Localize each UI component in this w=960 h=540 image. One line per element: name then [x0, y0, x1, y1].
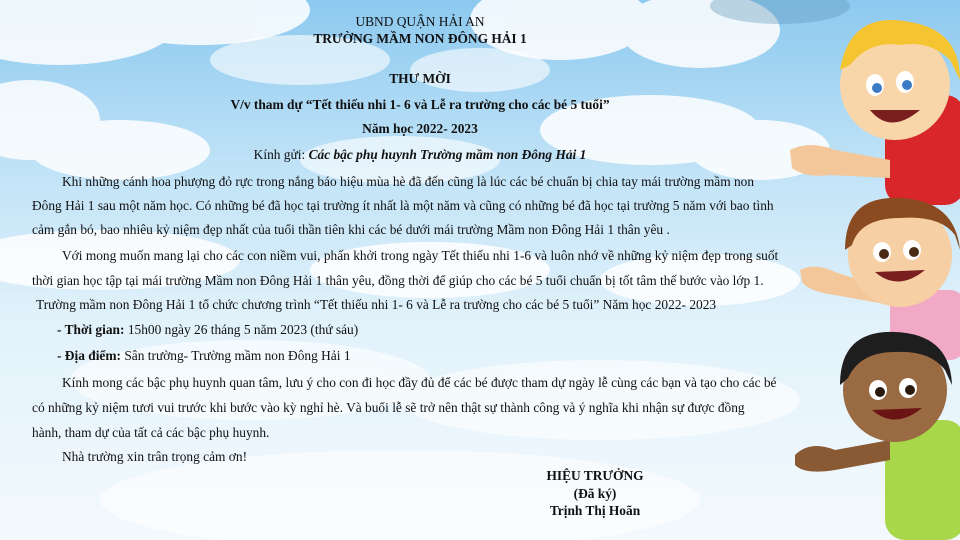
school-name: TRƯỜNG MẦM NON ĐÔNG HẢI 1 [313, 31, 527, 46]
place-value: Sân trường- Trường mầm non Đông Hải 1 [124, 348, 351, 363]
recipient-line [0, 147, 840, 163]
paragraph-1-line: cảm gắn bó, bao nhiêu kỷ niệm đẹp nhất của tuổi thần tiên khi các bé dưới mái trường Mầm non Đông Hải 1 thân yêu . [32, 222, 670, 237]
signature-title: HIỆU TRƯỞNG [546, 468, 644, 483]
time-label: - Thời gian: [57, 322, 125, 337]
recipient-label: Kính gửi: [253, 147, 306, 162]
signature-status: (Đã ký) [573, 486, 617, 501]
event-place [57, 348, 351, 364]
paragraph-3-line: hành, tham dự của tất cả các bậc phụ huynh. [32, 425, 270, 440]
agency-name: UBND QUẬN HẢI AN [355, 14, 485, 29]
signature-name: Trịnh Thị Hoãn [549, 503, 641, 518]
paragraph-1-line: Đông Hải 1 sau một năm học. Có những bé đã học tại trường ít nhất là một năm và cũng có những bé đã học tại trường 5 năm với bao tình [32, 198, 774, 213]
paragraph-3-line: có những kỷ niệm tươi vui trước khi bước vào kỳ nghỉ hè. Và buổi lễ sẽ trở nên thật sự thành công và ý nghĩa khi nhận sự được đồng [32, 400, 745, 415]
letter-subject: V/v tham dự “Tết thiếu nhi 1- 6 và Lễ ra trường cho các bé 5 tuổi” [230, 97, 610, 112]
place-label: - Địa điểm: [57, 348, 121, 363]
letter-title: THƯ MỜI [389, 71, 451, 86]
school-year: Năm học 2022- 2023 [362, 121, 478, 136]
paragraph-2-line: Trường mầm non Đông Hải 1 tổ chức chương trình “Tết thiếu nhi 1- 6 và Lễ ra trường cho các bé 5 tuổi” Năm học 2022- 2023 [36, 297, 717, 312]
paragraph-3-line: Kính mong các bậc phụ huynh quan tâm, lưu ý cho con đi học đầy đủ để các bé được tham dự ngày lễ cùng các bạn và tạo cho các bé [62, 375, 777, 390]
thanks-line: Nhà trường xin trân trọng cảm ơn! [62, 449, 248, 464]
time-value: 15h00 ngày 26 tháng 5 năm 2023 (thứ sáu) [127, 322, 359, 337]
paragraph-2-line: thời gian học tập tại mái trường Mầm non Đông Hải 1 thân yêu, đồng thời để giúp cho các bé 5 tuổi chuẩn bị tốt tâm thế bước vào lớp 1. [32, 273, 764, 288]
paragraph-2-line: Với mong muốn mang lại cho các con niềm vui, phấn khởi trong ngày Tết thiếu nhi 1-6 và luôn nhớ về những kỷ niệm đẹp trong suốt [62, 248, 779, 263]
recipient-value: Các bậc phụ huynh Trường mầm non Đông Hải 1 [308, 147, 587, 162]
paragraph-1-line: Khi những cánh hoa phượng đỏ rực trong nắng báo hiệu mùa hè đã đến cũng là lúc các bé chuẩn bị chia tay mái trường mầm non [62, 174, 755, 189]
event-time [57, 322, 358, 338]
